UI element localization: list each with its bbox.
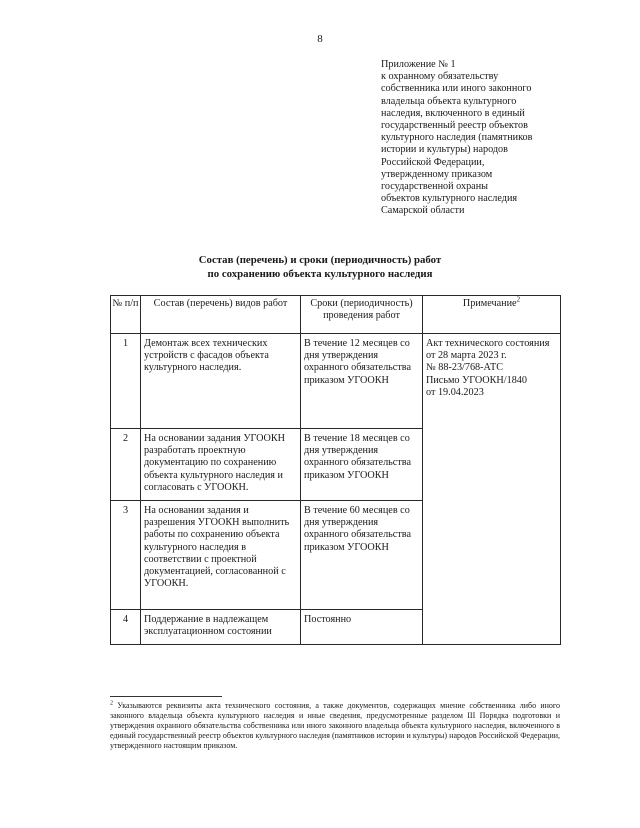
row-works: На основании задания УГООКН разработать проектную документацию по сохранению объекта культурного наследия и согласовать с УГООКН.: [141, 429, 301, 501]
note-cell: [423, 334, 561, 645]
note-line: от 19.04.2023: [426, 386, 484, 398]
footnote-text: Указываются реквизиты акта технического состояния, а также документов, содержащих мнение собственника либо иного законного владельца объекта культурного наследия и иные сведения, предусмотренные разделом III Порядка подготовки и утверждения охранного обязательства собственника или иного законного владельца объекта культурного наследия, включенного в единый государственный реестр объектов культурного наследия (памятников истории и культуры) народов Российской Федерации, утвержденного настоящим приказом.: [110, 701, 560, 750]
note-line: № 88-23/768-АТС: [426, 362, 504, 374]
appendix-line: наследия, включенного в единый: [381, 107, 525, 119]
works-table: [110, 295, 561, 645]
appendix-line: Самарской области: [381, 205, 465, 217]
appendix-line: государственной охраны: [381, 181, 488, 193]
footnote-marker: 2: [110, 700, 113, 707]
appendix-line: истории и культуры) народов: [381, 144, 508, 156]
row-terms: В течение 18 месяцев со дня утверждения охранного обязательства приказом УГООКН: [301, 429, 423, 501]
row-num: 1: [111, 334, 141, 429]
row-works: На основании задания и разрешения УГООКН выполнить работы по сохранению объекта культурного наследия в соответствии с проектной документацией, согласованной с УГООКН.: [141, 501, 301, 610]
header-works: Состав (перечень) видов работ: [141, 296, 301, 334]
appendix-line: утвержденному приказом: [381, 168, 493, 180]
row-num: 2: [111, 429, 141, 501]
page-number: 8: [317, 33, 323, 45]
note-line: Акт технического состояния: [426, 338, 550, 349]
row-num: 4: [111, 610, 141, 645]
row-terms: В течение 60 месяцев со дня утверждения охранного обязательства приказом УГООКН: [301, 501, 423, 610]
header-note-label: Примечание: [462, 298, 517, 309]
appendix-header: [381, 59, 561, 218]
table-header-row: [111, 296, 561, 334]
appendix-line: Приложение № 1: [381, 59, 456, 70]
row-terms: Постоянно: [301, 610, 423, 645]
table-row: [111, 334, 561, 429]
note-line: от 28 марта 2023 г.: [426, 350, 507, 362]
appendix-line: к охранному обязательству: [381, 71, 499, 83]
title-line-1: Состав (перечень) и сроки (периодичность) работ: [198, 254, 442, 266]
row-terms: В течение 12 месяцев со дня утверждения охранного обязательства приказом УГООКН: [301, 334, 423, 429]
row-num: 3: [111, 501, 141, 610]
header-note-footnote-mark: 2: [516, 295, 521, 304]
row-works: Поддержание в надлежащем эксплуатационном состоянии: [141, 610, 301, 645]
appendix-line: Российской Федерации,: [381, 156, 485, 168]
appendix-line: объектов культурного наследия: [381, 193, 518, 205]
document-title: [0, 254, 640, 281]
note-line: Письмо УГООКН/1840: [426, 374, 527, 386]
appendix-line: культурного наследия (памятников: [381, 132, 533, 144]
header-terms: Сроки (периодичность) проведения работ: [301, 296, 423, 334]
footnote-separator: [110, 696, 222, 697]
appendix-line: собственника или иного законного: [381, 83, 532, 95]
footnote: [110, 701, 560, 751]
title-line-2: по сохранению объекта культурного наследия: [207, 267, 433, 280]
appendix-line: владельца объекта культурного: [381, 95, 517, 107]
header-num: № п/п: [111, 296, 141, 334]
header-note: [423, 296, 561, 334]
row-works: Демонтаж всех технических устройств с фасадов объекта культурного наследия.: [141, 334, 301, 429]
appendix-line: государственный реестр объектов: [381, 120, 528, 132]
